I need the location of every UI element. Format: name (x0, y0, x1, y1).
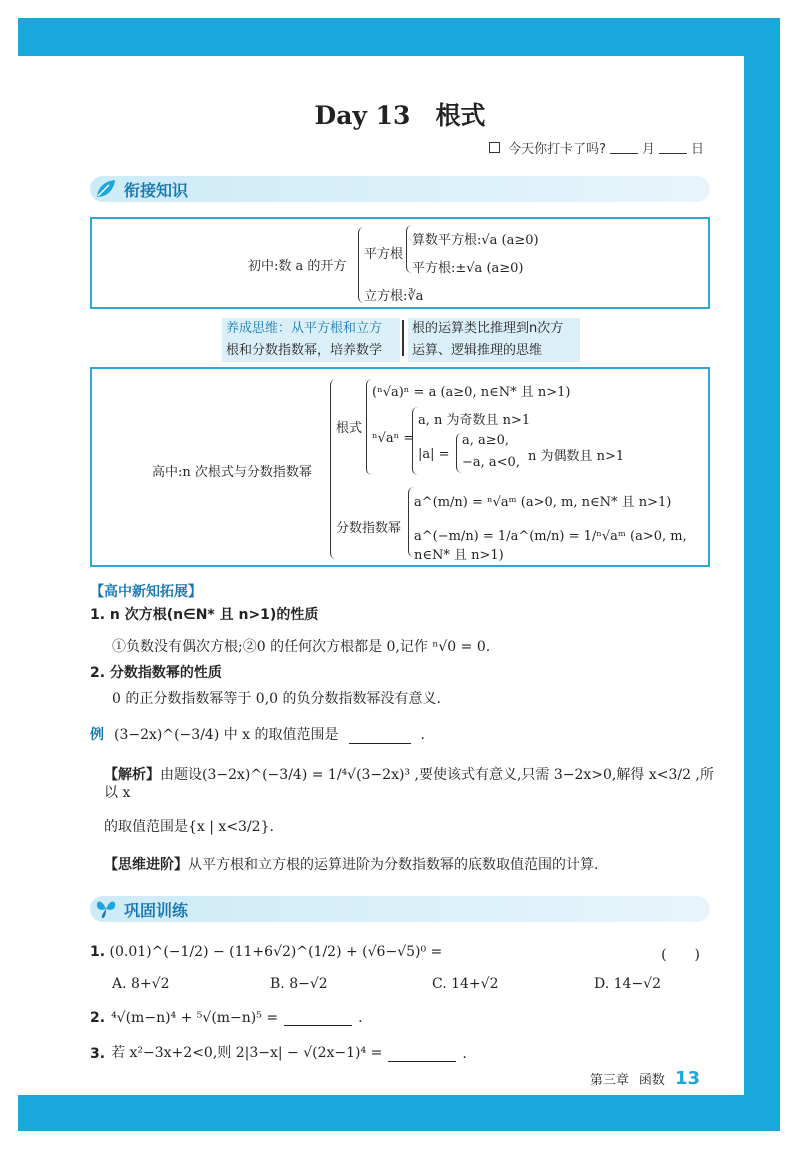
fraction-exponent-label: 分数指数幂 (336, 521, 402, 536)
abs-case-negative: −a, a<0, (462, 455, 520, 470)
tip-divider (402, 320, 404, 356)
question-2-blank[interactable] (284, 1012, 352, 1026)
tip-left-line1: 养成思维：从平方根和立方 (226, 321, 383, 336)
butterfly-icon (94, 897, 118, 921)
question-2-number: 2. (90, 1010, 106, 1026)
option-c[interactable]: C. 14+√2 (432, 976, 499, 992)
property1-text: ①负数没有偶次方根;②0 的任何次方根都是 0,记作 ⁿ√0 = 0. (112, 639, 491, 655)
question-2: 2. ⁴√(m−n)⁴ + ⁵√(m−n)⁵ = . (90, 1010, 363, 1026)
example-answer-blank[interactable] (349, 730, 411, 744)
solution-label: 【解析】 (104, 767, 160, 783)
top-frame-band (18, 18, 780, 56)
tip-right-line2: 运算、逻辑推理的思维 (412, 343, 543, 358)
section-bar-practice (90, 896, 710, 922)
radical-rule-2-prefix: ⁿ√aⁿ = (372, 431, 415, 446)
property2-title: 2. 分数指数幂的性质 (90, 665, 222, 681)
abs-case-positive: a, a≥0, (462, 433, 510, 448)
extension-heading: 【高中新知拓展】 (90, 584, 202, 600)
example-text: (3−2x)^(−3/4) 中 x 的取值范围是 (114, 727, 339, 743)
senior-root-label: 高中:n 次根式与分数指数幂 (152, 465, 312, 480)
question-3: 3. 若 x²−3x+2<0,则 2|3−x| − √(2x−1)⁴ = . (90, 1042, 467, 1062)
tip-right (408, 318, 580, 362)
advance-text: 从平方根和立方根的运算进阶为分数指数幂的底数取值范围的计算. (188, 857, 599, 873)
cube-root-label: 立方根:∛a (364, 289, 424, 304)
radical-rule-1: (ⁿ√a)ⁿ = a (a≥0, n∈N* 且 n>1) (372, 385, 571, 400)
example-label: 例 (90, 727, 104, 743)
month-label: 月 (641, 142, 655, 157)
junior-root-box (90, 217, 710, 309)
day-label: 日 (690, 142, 704, 157)
tip-left-line2: 根和分数指数幂，培养数学 (226, 343, 383, 358)
fraction-rule-1: a^(m/n) = ⁿ√aᵐ (a>0, m, n∈N* 且 n>1) (414, 495, 672, 510)
option-a[interactable]: A. 8+√2 (112, 976, 170, 992)
bottom-frame-band (18, 1095, 780, 1131)
tip-left (222, 318, 400, 362)
question-1-paren[interactable]: ( ) (661, 947, 700, 963)
solution-text: 由题设(3−2x)^(−3/4) = 1/⁴√(3−2x)³ ,要使该式有意义,只需 3−2x>0,解得 x<3/2 ,所以 x (104, 767, 714, 801)
fraction-rule-2: a^(−m/n) = 1/a^(m/n) = 1/ⁿ√aᵐ (a>0, m, n∈N* 且 n>1) (414, 529, 687, 563)
junior-root-label: 初中:数 a 的开方 (248, 259, 347, 274)
advance-label: 【思维进阶】 (104, 857, 188, 873)
checkin-checkbox[interactable] (489, 142, 500, 153)
option-d[interactable]: D. 14−√2 (594, 976, 661, 992)
footer-chapter: 第三章 (589, 1073, 629, 1088)
solution-text-2: 的取值范围是{x | x<3/2}. (104, 819, 274, 835)
right-frame-band (744, 18, 780, 1129)
option-b[interactable]: B. 8−√2 (270, 976, 328, 992)
odd-case: a, n 为奇数且 n>1 (418, 413, 531, 428)
even-case-suffix: n 为偶数且 n>1 (528, 449, 625, 464)
property1-title: 1. n 次方根(n∈N* 且 n>1)的性质 (90, 607, 319, 623)
section-label-practice: 巩固训练 (124, 900, 189, 920)
senior-root-box (90, 367, 710, 567)
property2-text: 0 的正分数指数幂等于 0,0 的负分数指数幂没有意义. (112, 691, 441, 707)
solution-line (104, 766, 716, 802)
square-root-label: 平方根 (364, 247, 404, 262)
question-3-text: 若 x²−3x+2<0,则 2|3−x| − √(2x−1)⁴ = (111, 1045, 383, 1061)
page-number: 13 (674, 1068, 700, 1089)
thinking-tip (222, 318, 582, 360)
plus-minus-square-root: 平方根:±√a (a≥0) (412, 261, 524, 276)
question-3-blank[interactable] (388, 1048, 456, 1062)
question-3-number: 3. (90, 1046, 106, 1062)
leaf-icon (94, 177, 118, 201)
advance-line (104, 856, 598, 874)
page-title: Day 13 根式 (314, 101, 486, 130)
question-1-text: (0.01)^(−1/2) − (11+6√2)^(1/2) + (√6−√5)⁰ = (109, 944, 443, 960)
even-case-prefix: |a| = (418, 447, 450, 462)
question-2-text: ⁴√(m−n)⁴ + ⁵√(m−n)⁵ = (111, 1010, 279, 1026)
radical-label: 根式 (336, 421, 363, 436)
section-bar-bridging (90, 176, 710, 202)
question-1 (90, 944, 710, 963)
example-line: 例 (3−2x)^(−3/4) 中 x 的取值范围是 . (90, 727, 425, 743)
checkin-text: 今天你打卡了吗? (508, 142, 606, 157)
day-blank[interactable] (659, 142, 687, 154)
page-footer (590, 1068, 700, 1089)
section-label-bridging: 衔接知识 (124, 180, 189, 200)
footer-chapter-name: 函数 (638, 1073, 665, 1088)
question-1-number: 1. (90, 944, 106, 960)
month-blank[interactable] (610, 142, 638, 154)
tip-right-line1: 根的运算类比推理到n次方 (412, 321, 564, 336)
arithmetic-square-root: 算数平方根:√a (a≥0) (412, 233, 539, 248)
checkin-line (489, 138, 704, 157)
